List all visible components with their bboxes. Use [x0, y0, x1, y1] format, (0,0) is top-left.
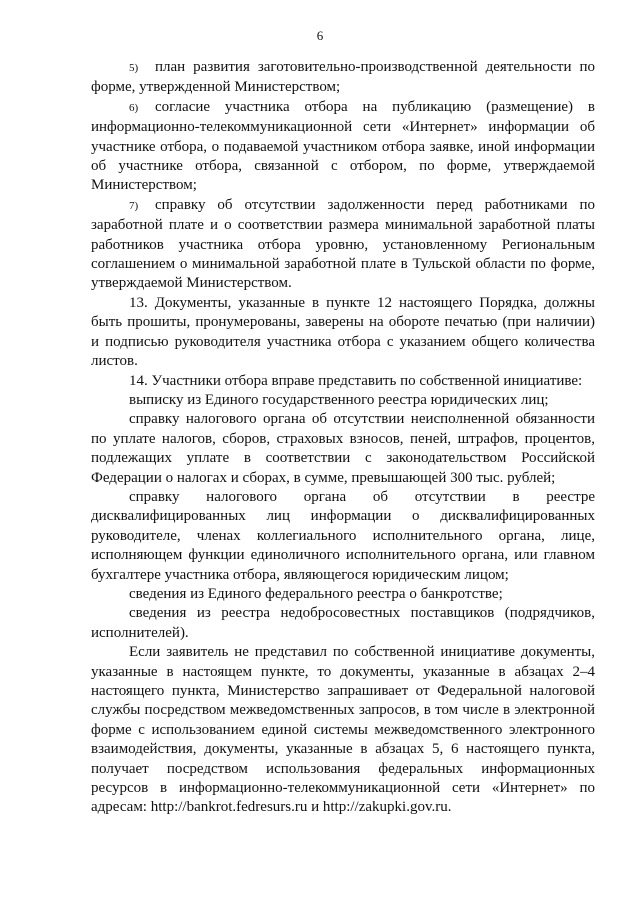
paragraph-text: согласие участника отбора на публикацию (размещение) в информационно-телекоммуникационной сети «Интернет» информации об участнике отбора, о подаваемой участником отбора заявке, иной информации об участнике отбора, связанной с отбором, по форме, утверждаемой Министерством; — [91, 98, 595, 194]
paragraph-item-6 — [91, 98, 595, 196]
paragraph-interagency-requests: Если заявитель не представил по собственной инициативе документы, указанные в настоящем пункте, то документы, указанные в абзацах 2–4 настоящего пункта, Министерство запрашивает от Федеральной налоговой службы посредством межведомственных запросов, в том числе в электронной форме с использованием единой системы межведомственного электронного взаимодействия, документы, указанные в абзацах 5, 6 настоящего пункта, получает посредством использования федеральных информационных ресурсов в информационно-телекоммуникационной сети «Интернет» по адресам: http://bankrot.fedresurs.ru и http://zakupki.gov.ru. — [91, 644, 595, 816]
list-number: 7) — [129, 199, 139, 212]
paragraph-disqualified-registry: справку налогового органа об отсутствии в реестре дисквалифицированных лиц информации о дисквалифицированных руководителе, членах коллегиального исполнительного органа, лице, исполняющем функции единоличного исполнительного органа, или главном бухгалтере участника отбора, являющегося юридическим лицом; — [91, 488, 595, 583]
list-number: 5) — [129, 62, 139, 74]
paragraph-unfair-suppliers: сведения из реестра недобросовестных поставщиков (подрядчиков, исполнителей). — [91, 605, 595, 641]
paragraph-clause-13: 13. Документы, указанные в пункте 12 настоящего Порядка, должны быть прошиты, пронумерованы, заверены на обороте печатью (при наличии) и подписью руководителя участника отбора с указанием общего количества листов. — [91, 294, 595, 370]
paragraph-tax-certificate: справку налогового органа об отсутствии неисполненной обязанности по уплате налогов, сборов, страховых взносов, пеней, штрафов, процентов, подлежащих уплате в соответствии с законодательством Российской Федерации о налогах и сборах, в сумме, превышающей 300 тыс. рублей; — [91, 411, 595, 486]
page-number: 6 — [316, 28, 324, 43]
document-body — [91, 58, 595, 818]
paragraph-item-5 — [91, 58, 595, 98]
paragraph-egrul-extract: выписку из Единого государственного реестра юридических лиц; — [129, 391, 549, 408]
list-number: 6) — [129, 101, 139, 114]
paragraph-text: справку об отсутствии задолженности перед работниками по заработной плате и о соответствии размера минимальной заработной платы работников участника отбора уровню, установленному Региональным соглашением о минимальной заработной плате в Тульской области по форме, утверждаемой Министерством. — [91, 196, 595, 292]
paragraph-text: план развития заготовительно-производственной деятельности по форме, утвержденной Министерством; — [91, 59, 595, 96]
paragraph-item-7 — [91, 196, 595, 294]
paragraph-clause-14: 14. Участники отбора вправе представить по собственной инициативе: — [129, 372, 583, 389]
paragraph-bankruptcy-registry: сведения из Единого федерального реестра о банкротстве; — [129, 585, 503, 602]
